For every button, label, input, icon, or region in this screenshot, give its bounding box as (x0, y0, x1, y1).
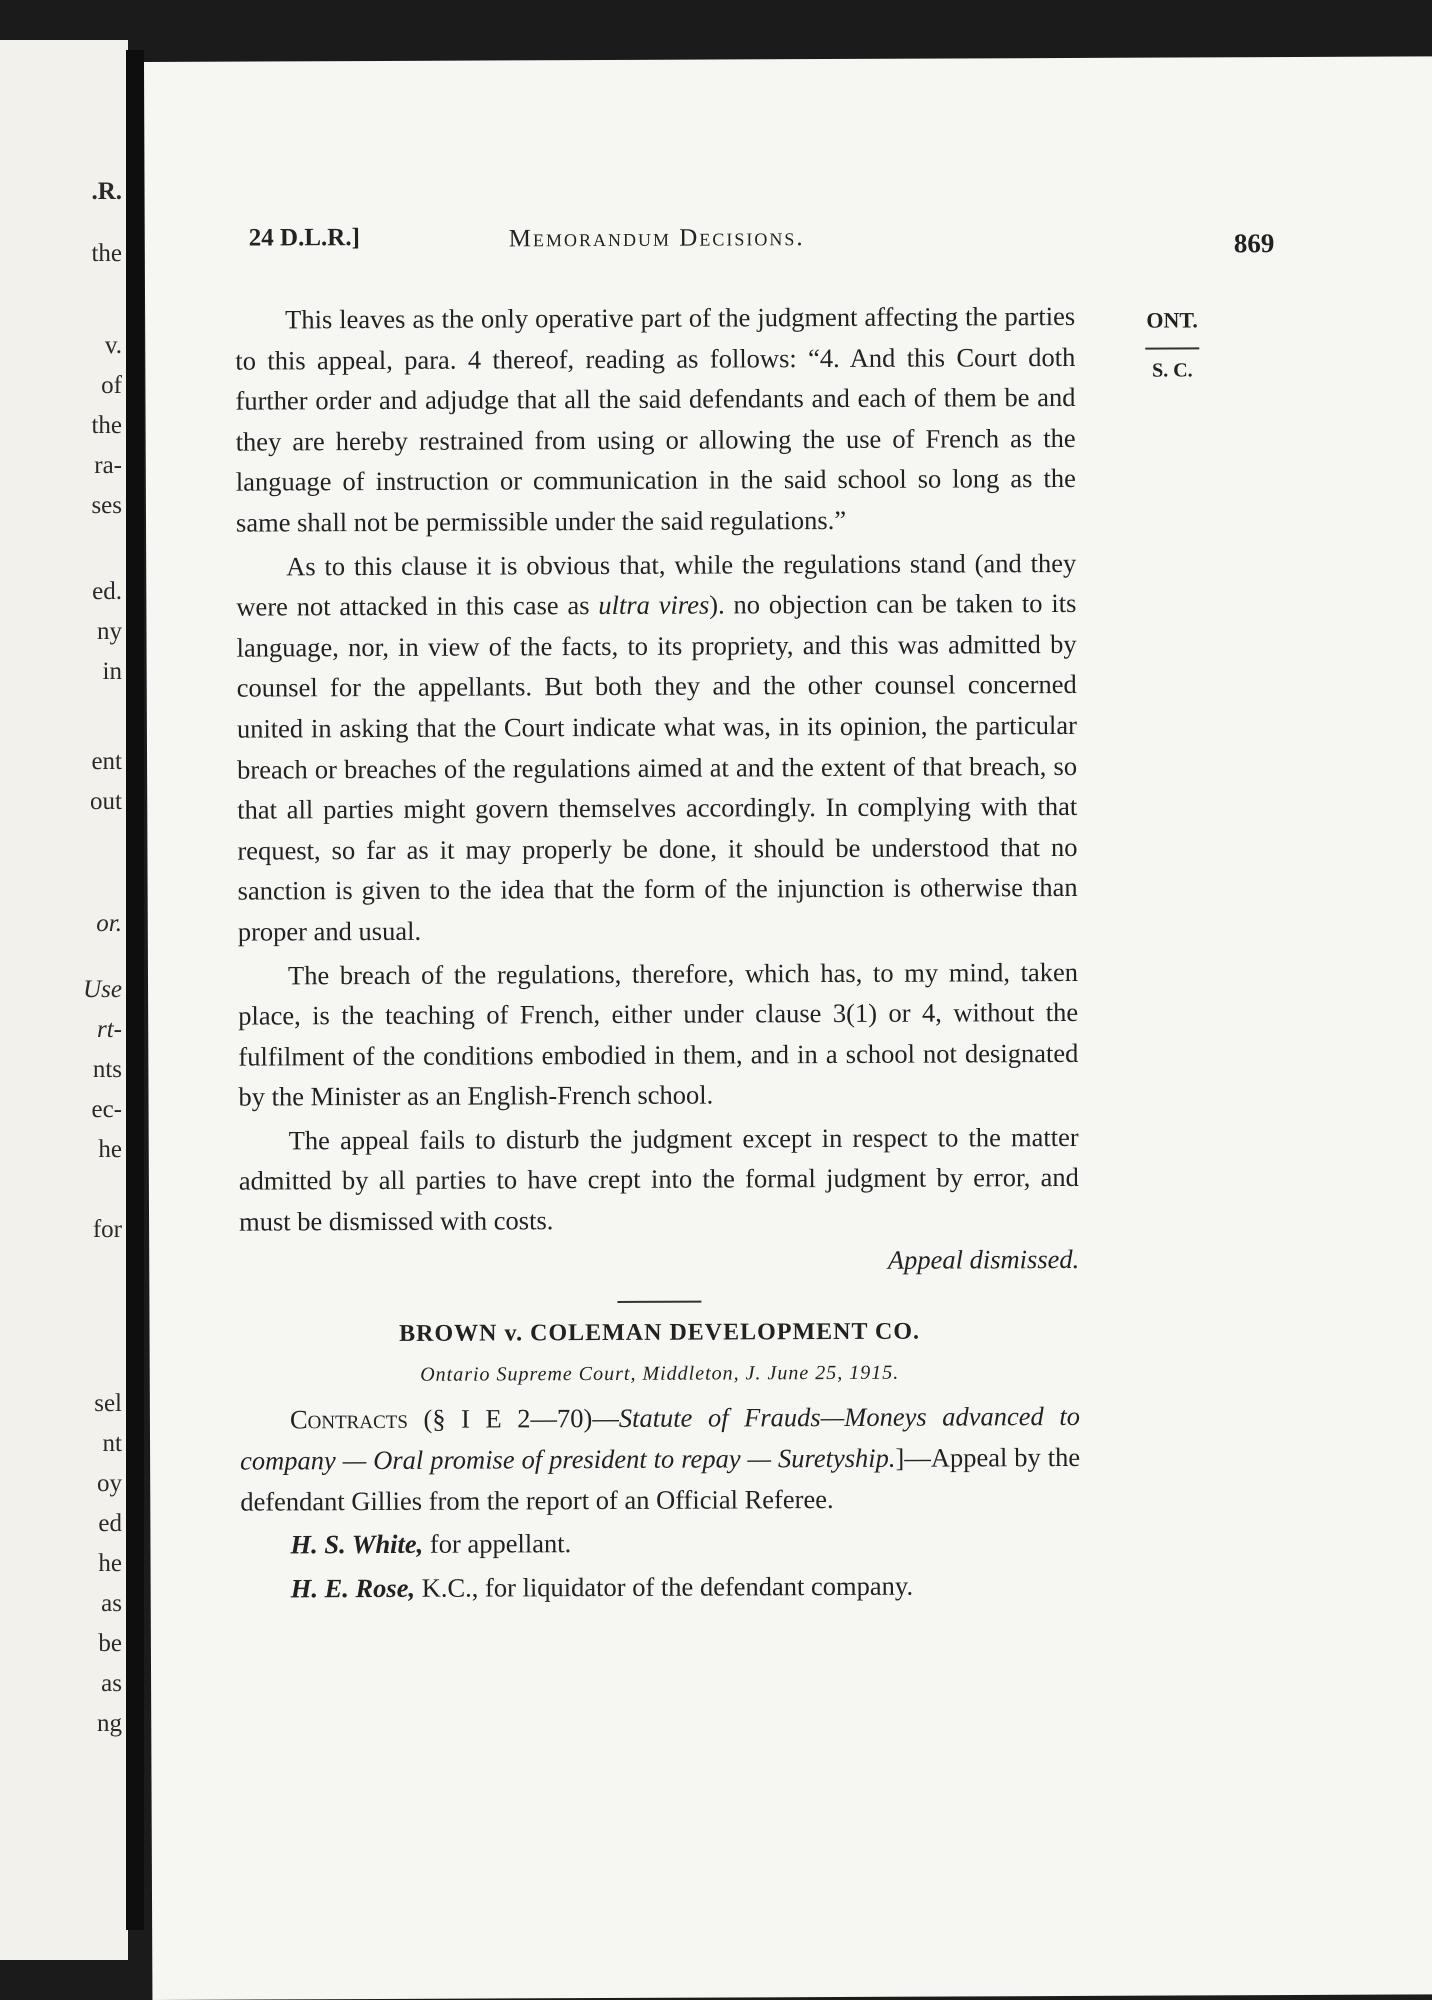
headnote-code: (§ I E 2—70)— (423, 1403, 619, 1435)
left-page-fragment: as (101, 1590, 122, 1617)
left-page-fragment: rt- (97, 1016, 122, 1043)
margin-note (1137, 307, 1207, 382)
paragraph-2-part-b: ). no objection can be taken to its language, nor, in view of the facts, to its propriety, and this was admitted by counsel for the appellants. But both they and the other counsel concerned united in asking that the Court indicate what was, in its opinion, the particular breach or breaches of the regulations aimed at and the extent of that breach, so that all parties might govern themselves accordingly. In complying with that request, so far as it may properly be done, it should be understood that no sanction is given to the idea that the form of the injunction is otherwise than proper and usual. (236, 588, 1078, 947)
book-page (144, 56, 1432, 2000)
left-page-fragment: ent (91, 748, 122, 775)
left-page-fragment: in (102, 658, 122, 685)
counsel-1-name: H. S. White, (290, 1529, 424, 1560)
headnote-topics: Statute of Frauds—Moneys advanced to company — Oral promise of president to repay — Suretyship. (240, 1401, 1080, 1476)
running-title: Memorandum Decisions. (508, 224, 805, 253)
counsel-2-name: H. E. Rose, (290, 1572, 416, 1604)
margin-province: ONT. (1146, 307, 1198, 333)
margin-court: S. C. (1152, 359, 1193, 382)
counsel-2-role: K.C., for liquidator of the defendant company. (421, 1570, 914, 1603)
headnote-label: Contracts (289, 1404, 408, 1435)
margin-rule (1145, 347, 1199, 349)
left-page-fragment: nt (102, 1430, 122, 1457)
case-separator (617, 1301, 701, 1303)
left-page-fragment: out (90, 788, 122, 815)
left-page-fragment: ed. (92, 578, 122, 605)
left-page-fragment: ed (98, 1510, 122, 1537)
left-page-fragment: the (91, 240, 122, 267)
counsel-appellant (240, 1521, 1080, 1565)
left-page-fragment: he (98, 1136, 122, 1163)
left-page-fragment: for (92, 1216, 122, 1243)
left-page-fragment: or. (96, 910, 122, 937)
paragraph-4: The appeal fails to disturb the judgment except in respect to the matter admitted by all parties to have crept into the formal judgment by error, and must be dismissed with costs. (238, 1121, 1079, 1237)
left-page-fragment: sel (94, 1390, 122, 1417)
left-page-fragment: ra- (94, 452, 122, 479)
left-page-fragment: ny (97, 618, 122, 645)
left-page-fragment: of (101, 372, 122, 399)
paragraph-3: The breach of the regulations, therefore, which has, to my mind, taken place, is the teaching of French, either under clause 3(1) or 4, without the fulfilment of the conditions embodied in them, and in a school not designated by the Minister as an English-French school. (238, 956, 1079, 1112)
counsel-liquidator (241, 1565, 1081, 1609)
running-header (248, 220, 1275, 264)
left-page-fragment: oy (97, 1470, 122, 1497)
left-page-fragment: v. (104, 332, 122, 359)
paragraph-2-part-a: As to this clause it is obvious that, while the regulations stand (and they were not attacked in this case as (236, 547, 1077, 622)
left-page-fragment: .R. (91, 178, 122, 205)
main-text (235, 296, 1081, 1609)
volume-citation: 24 D.L.R.] (248, 224, 360, 252)
left-page-fragment: ec- (91, 1096, 122, 1123)
left-page-fragment: nts (92, 1056, 122, 1083)
left-page (0, 40, 128, 1960)
left-page-fragment: ng (97, 1710, 122, 1737)
left-page-fragment: as (101, 1670, 122, 1697)
disposition: Appeal dismissed. (887, 1243, 1080, 1275)
paragraph-2 (236, 543, 1078, 953)
page-number: 869 (1233, 228, 1275, 259)
latin-term: ultra vires (598, 589, 710, 621)
court-line: Ontario Supreme Court, Middleton, J. June 25, 1915. (420, 1361, 900, 1386)
case-title: BROWN v. COLEMAN DEVELOPMENT CO. (399, 1318, 921, 1348)
headnote (240, 1396, 1081, 1521)
left-page-fragment: he (98, 1550, 122, 1577)
left-page-fragment: the (91, 412, 122, 439)
paragraph-1: This leaves as the only operative part of the judgment affecting the parties to this appeal, para. 4 thereof, reading as follows: “4. And this Court doth further order and adjudge that all the said defendants and each of them be and they are hereby restrained from using or allowing the use of French as the language of instruction or communication in the said school so long as the same shall not be permissible under the said regulations.” (235, 300, 1076, 538)
book-gutter (126, 50, 144, 1930)
left-page-fragment: be (98, 1630, 122, 1657)
counsel-1-role: for appellant. (429, 1528, 572, 1559)
left-page-text-fragments (0, 40, 122, 1960)
left-page-fragment: ses (91, 492, 122, 519)
headnote-text: ]—Appeal by the defendant Gillies from the report of an Official Referee. (240, 1441, 1081, 1517)
left-page-fragment: Use (83, 976, 122, 1003)
